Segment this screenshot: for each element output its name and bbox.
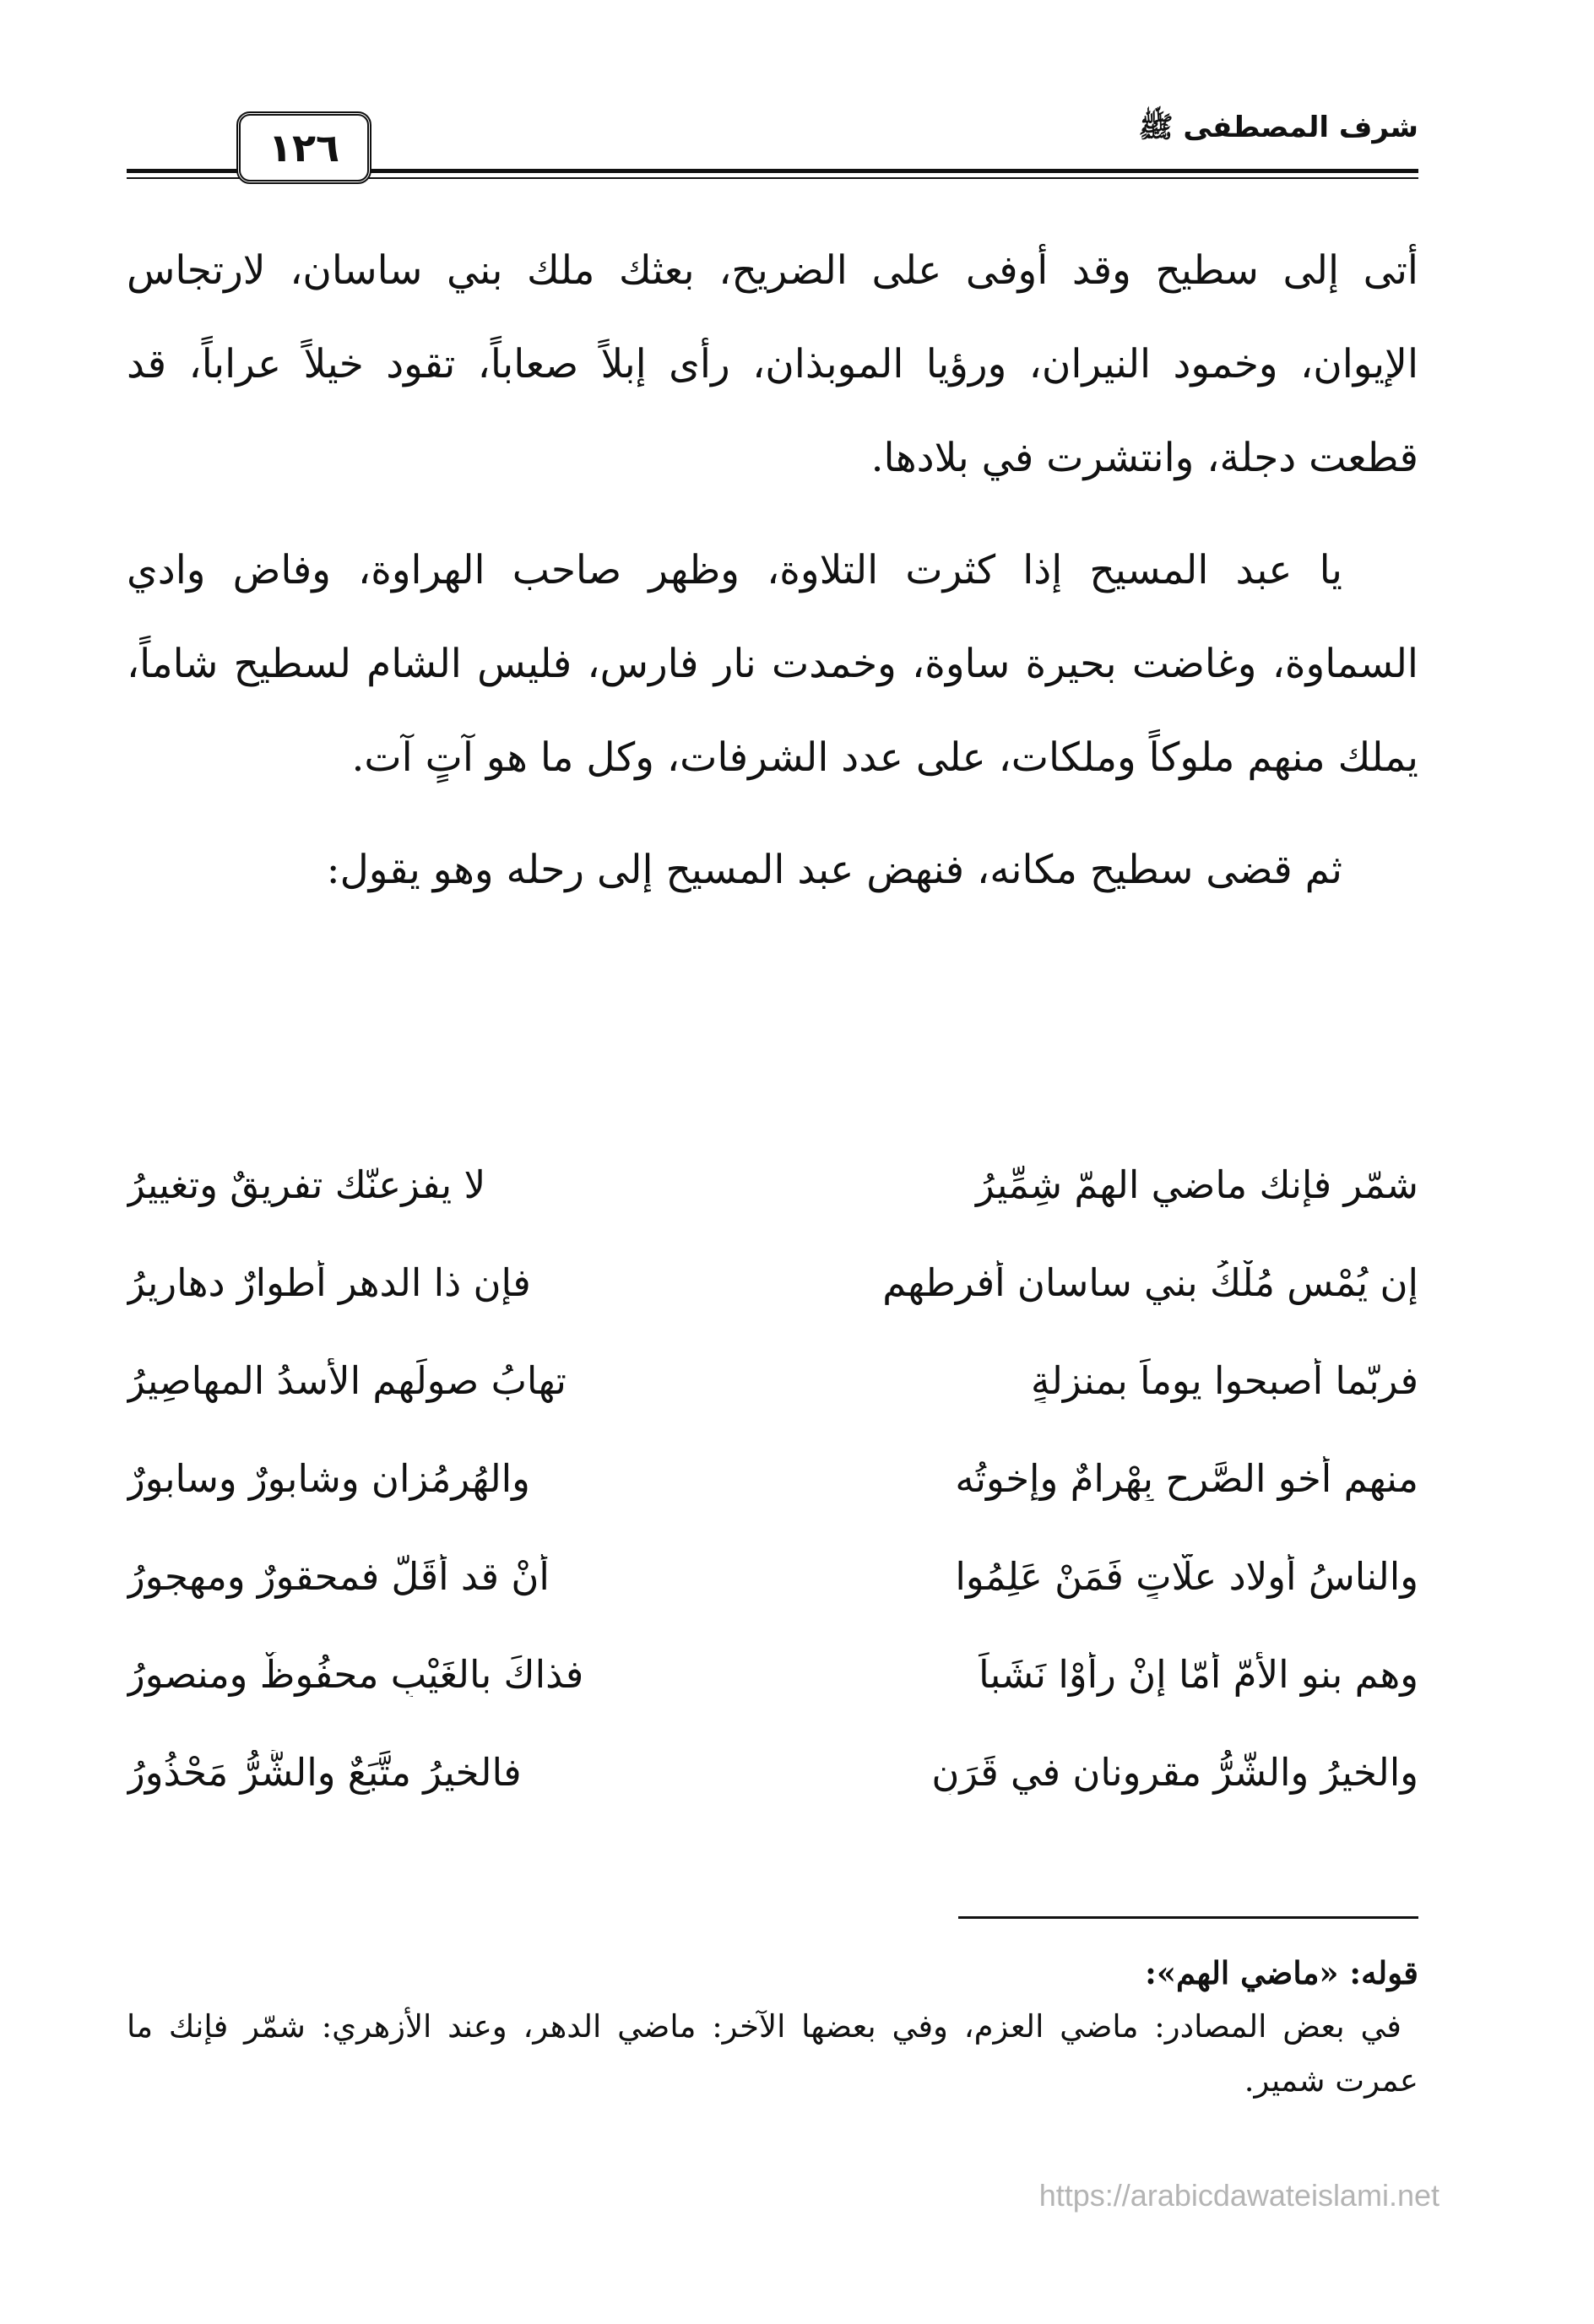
- footnote-separator: [958, 1916, 1418, 1919]
- page-number: ١٢٦: [268, 125, 340, 171]
- paragraph: ثم قضى سطيح مكانه، فنهض عبد المسيح إلى رحله وهو يقول:: [326, 847, 1342, 893]
- poem-verse: [127, 1625, 1418, 1723]
- verse-first-half: والناسُ أولاد علّاتٍ فَمَنْ عَلِمُوا: [955, 1553, 1418, 1599]
- poem-verse: [127, 1527, 1418, 1625]
- verse-first-half: إن يُمْسِ مُلْكُ بني ساسان أفرطهم: [882, 1260, 1418, 1305]
- main-text: [127, 224, 1418, 935]
- verse-second-half: فإن ذا الدهر أطوارٌ دهاريرُ: [127, 1260, 531, 1305]
- verse-second-half: فذاكَ بالغَيْبِ محفُوظٌ ومنصورُ: [127, 1651, 584, 1697]
- footnote-text: في بعض المصادر: ماضي العزم، وفي بعضها الآخر: ماضي الدهر، وعند الأزهري: شمّر فإنك ما عمرت شمير.: [127, 2008, 1418, 2099]
- poem-verse: [127, 1331, 1418, 1429]
- footnote-heading: قوله: «ماضي الهم»:: [1145, 1954, 1418, 1991]
- footnote: [127, 1946, 1418, 2108]
- poem-verse: [127, 1723, 1418, 1821]
- verse-second-half: أنْ قد أَقَلّ فمحقورٌ ومهجورُ: [127, 1553, 550, 1599]
- verse-second-half: فالخيرُ متَّبَعٌ والشَّرُّ مَحْذُورُ: [127, 1749, 522, 1795]
- watermark-url: https://arabicdawateislami.net: [1038, 2178, 1439, 2213]
- poem-verse: [127, 1429, 1418, 1527]
- verse-first-half: فربّما أصبحوا يوماً بمنزلةٍ: [1031, 1357, 1418, 1403]
- verse-second-half: والهُرمُزانِ وشابورٌ وسابورٌ: [127, 1455, 530, 1501]
- verse-first-half: وهم بنو الأمّ أمّا إنْ رأوْا نَشَباً: [979, 1651, 1418, 1697]
- verse-first-half: والخيرُ والشّرُّ مقرونانِ في قَرَنٍ: [931, 1749, 1418, 1795]
- poem-verse: [127, 1233, 1418, 1331]
- verse-first-half: منهم أخو الصَّرحِ بِهْرامٌ وإخوتُه: [955, 1455, 1418, 1501]
- verse-second-half: تهابُ صولَهم الأُسدُ المهاصِيرُ: [127, 1357, 567, 1403]
- page-number-frame: [236, 111, 371, 184]
- running-title: شرف المصطفى ﷺ: [1138, 111, 1418, 144]
- poem-verse: [127, 1135, 1418, 1233]
- poem: [127, 1135, 1418, 1821]
- verse-second-half: لا يفزعنّك تفريقٌ وتغييرُ: [127, 1162, 486, 1207]
- paragraph: أتى إلى سطيح وقد أوفى على الضريح، بعثك ملك بني ساسان، لارتجاس الإيوان، وخمود النيران، ورؤيا الموبذان، رأى إبلاً صعاباً، تقود خيلاً عراباً، قد قطعت دجلة، وانتشرت في بلادها.: [127, 247, 1418, 481]
- page-header: [127, 110, 1418, 194]
- paragraph: يا عبد المسيح إذا كثرت التلاوة، وظهر صاحب الهراوة، وفاض وادي السماوة، وغاضت بحيرة ساوة، وخمدت نار فارس، فليس الشام لسطيح شاماً، يملك منهم ملوكاً وملكات، على عدد الشرفات، وكل ما هو آتٍ آت.: [127, 547, 1418, 781]
- verse-first-half: شمّر فإنك ماضي الهمّ شِمِّيرُ: [975, 1162, 1418, 1207]
